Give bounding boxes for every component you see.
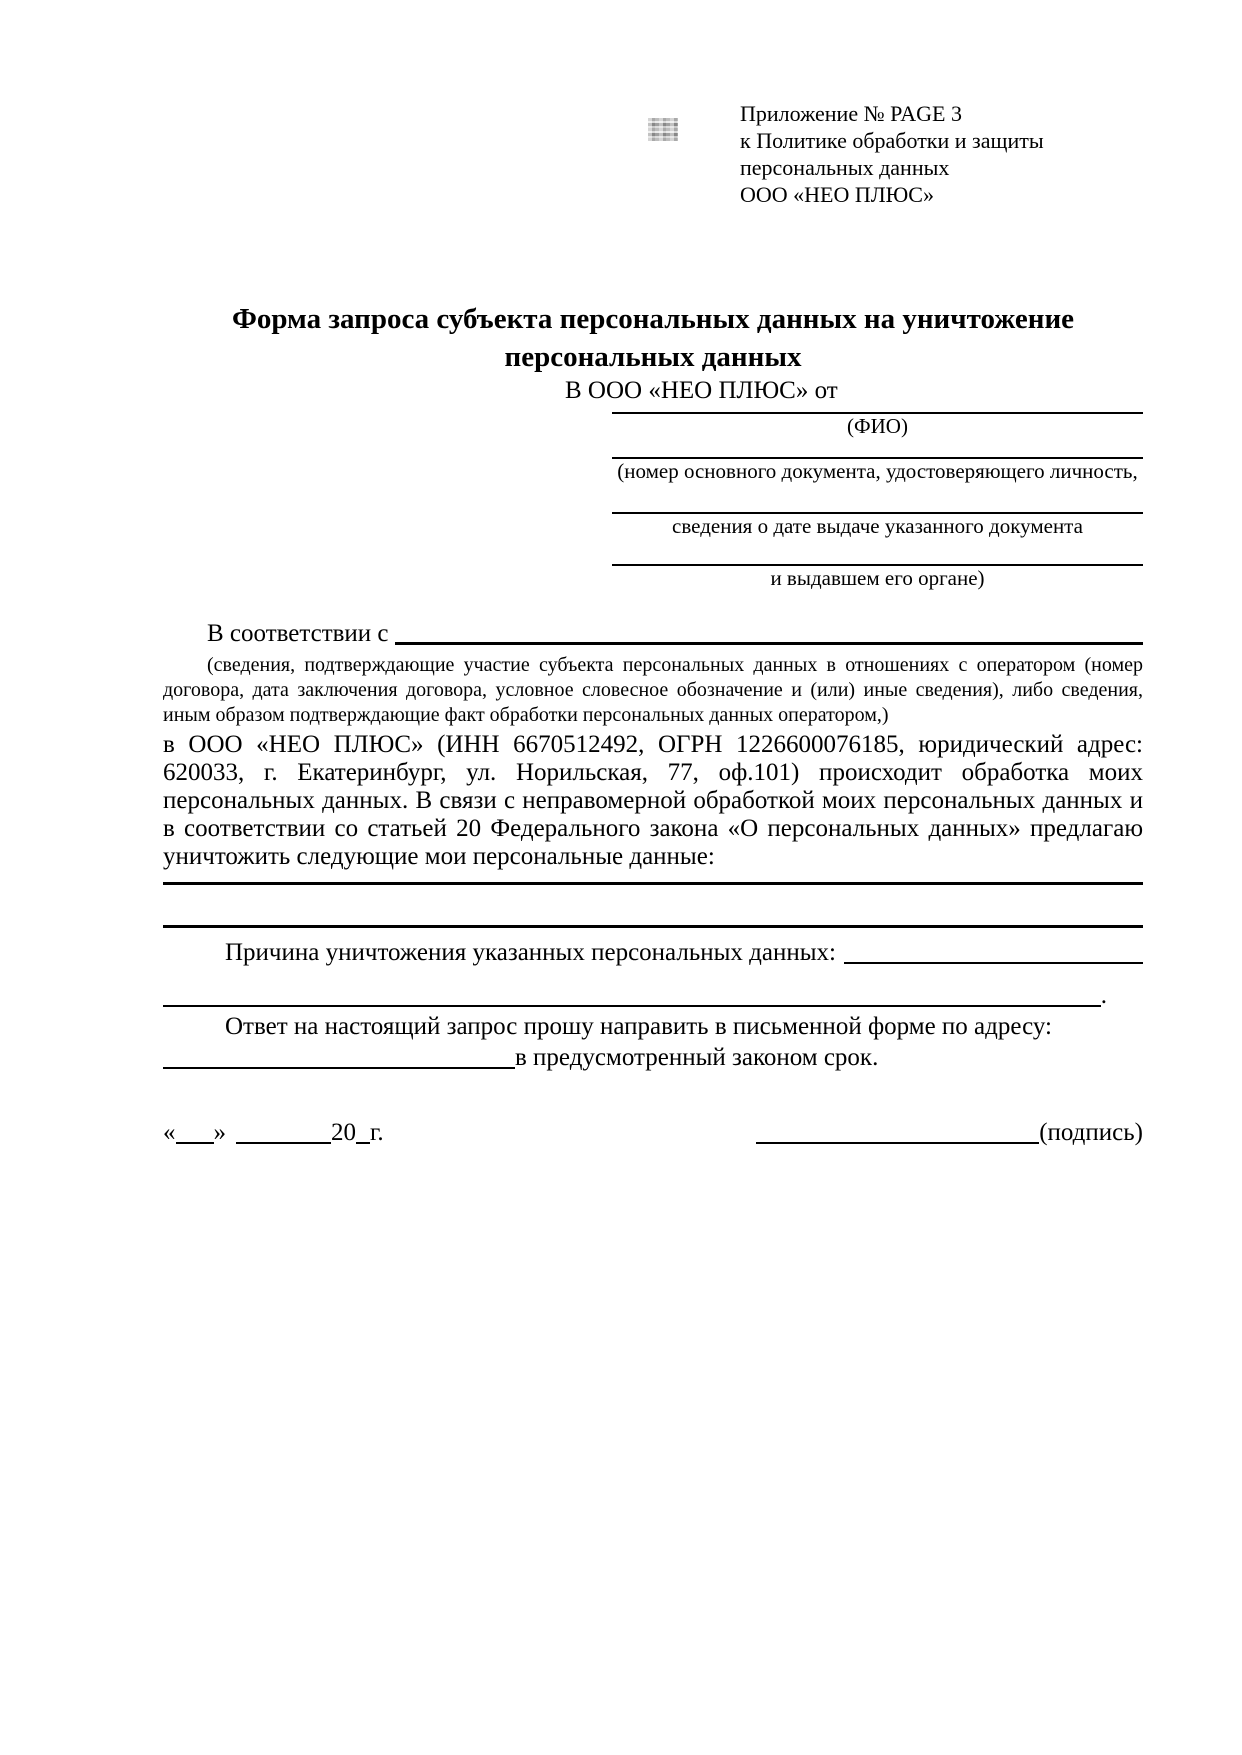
fill-line-year xyxy=(356,1142,370,1144)
addressee-line: В ООО «НЕО ПЛЮС» от xyxy=(565,377,838,404)
fio-field xyxy=(612,406,1143,438)
quote-close: » xyxy=(213,1119,226,1146)
accordance-footnote: (сведения, подтверждающие участие субъекта персональных данных в отношениях с оператором (номер договора, дата заключения договора, условное словесное обозначение и (или) иные сведения), либо сведения, иным образом подтверждающие факт обработки персональных данных оператором,) xyxy=(163,654,1143,726)
document-issue-date-field xyxy=(612,483,1143,538)
form-title-line-1: Форма запроса субъекта персональных данных на уничтожение xyxy=(231,303,1075,335)
date-signature-row xyxy=(163,1117,1143,1148)
year-prefix: 20 xyxy=(331,1119,356,1146)
response-address-row xyxy=(163,1042,1143,1073)
date-part xyxy=(163,1117,384,1148)
fill-line xyxy=(163,1067,515,1069)
signature-part xyxy=(756,1117,1143,1148)
embedded-object-artifact-icon xyxy=(648,118,678,141)
fill-line xyxy=(395,642,1143,645)
form-title-line-2: персональных данных xyxy=(504,341,802,373)
field-caption: сведения о дате выдаче указанного документа xyxy=(672,514,1083,538)
reason-continuation-row xyxy=(163,980,1143,1011)
appendix-header xyxy=(740,100,1070,208)
signature-line xyxy=(756,1142,1039,1144)
fill-line xyxy=(163,885,1143,928)
appendix-line: ООО «НЕО ПЛЮС» xyxy=(740,182,934,207)
reason-label: Причина уничтожения указанных персональных данных: xyxy=(225,939,836,966)
sentence-period: . xyxy=(1100,982,1107,1009)
year-suffix: г. xyxy=(370,1119,384,1146)
document-number-field xyxy=(612,438,1143,483)
response-tail-text: в предусмотренный законом срок. xyxy=(515,1044,879,1071)
fill-line xyxy=(612,538,1143,566)
body-paragraph: в ООО «НЕО ПЛЮС» (ИНН 6670512492, ОГРН 1226600076185, юридический адрес: 620033, г. Екатеринбург, ул. Норильская, 77, оф.101) происходит обработка моих персональных данных. В связи с неправомерной обработкой моих персональных данных и в соответствии со статьей 20 Федерального закона «О персональных данных» предлагаю уничтожить следующие мои персональные данные: xyxy=(163,731,1143,870)
appendix-line: Приложение № PAGE 3 xyxy=(740,101,962,126)
fill-in-fields xyxy=(612,406,1143,590)
field-caption: и выдавшем его органе) xyxy=(770,566,985,590)
document-issuer-field xyxy=(612,538,1143,590)
field-caption: (номер основного документа, удостоверяющего личность, xyxy=(617,459,1138,483)
accordance-label: В соответствии с xyxy=(207,620,389,647)
fill-line xyxy=(844,962,1143,964)
quote-open: « xyxy=(163,1119,176,1146)
appendix-line: к Политике обработки и защиты xyxy=(740,128,1044,153)
form-title xyxy=(163,300,1143,376)
response-request-line: Ответ на настоящий запрос прошу направить в письменной форме по адресу: xyxy=(225,1013,1052,1040)
appendix-line: персональных данных xyxy=(740,155,950,180)
fill-line-day xyxy=(176,1142,214,1144)
accordance-row xyxy=(163,618,1143,649)
field-caption: (ФИО) xyxy=(847,414,908,438)
fill-line xyxy=(163,871,1143,885)
fill-line xyxy=(612,438,1143,459)
reason-row xyxy=(163,937,1143,968)
fill-line-month xyxy=(236,1142,331,1144)
fill-line xyxy=(163,1005,1101,1007)
fill-line xyxy=(612,483,1143,514)
signature-caption: (подпись) xyxy=(1039,1119,1143,1146)
fill-line xyxy=(612,406,1143,414)
